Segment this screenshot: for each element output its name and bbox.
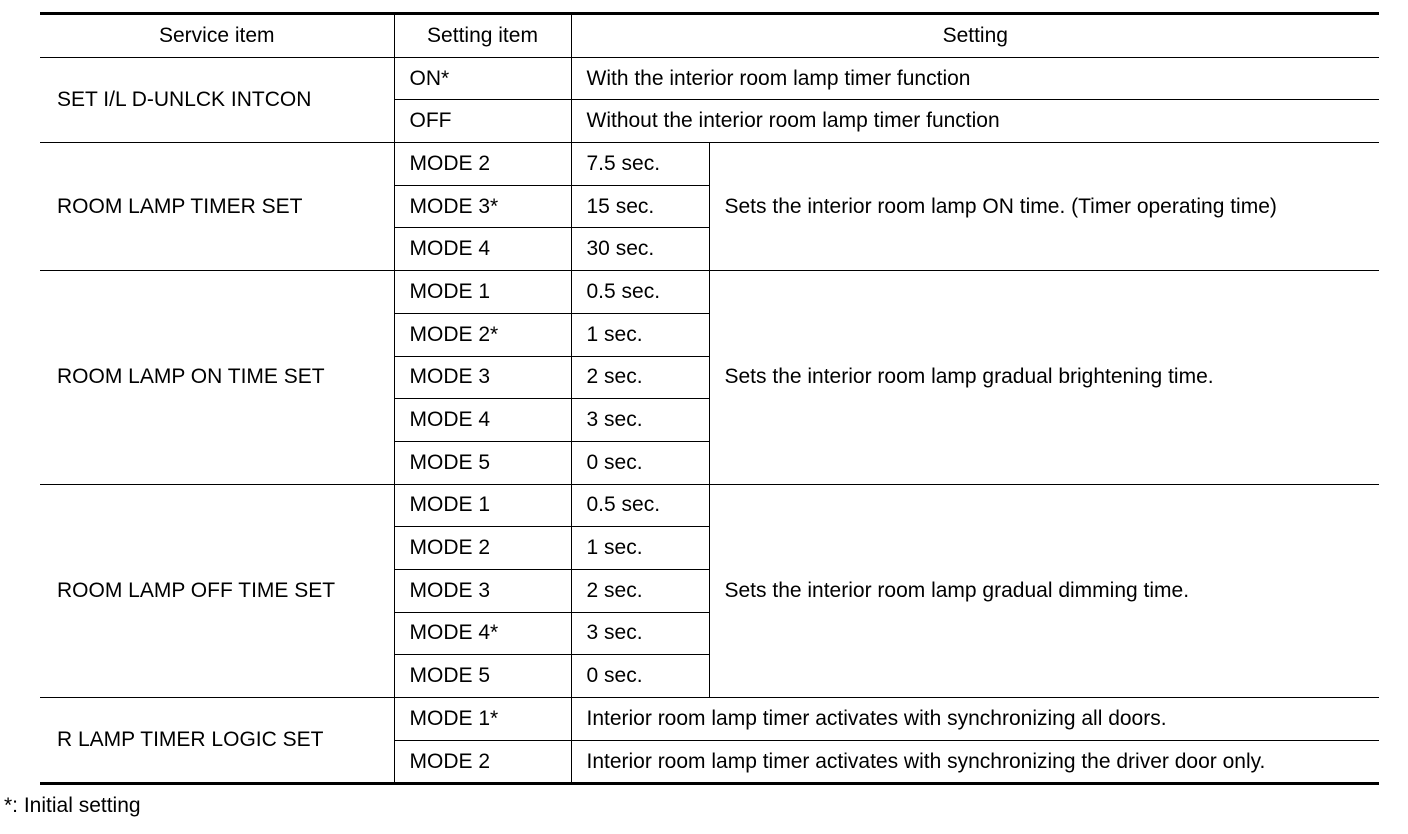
table-row — [40, 143, 1379, 186]
setting-item-cell: MODE 1 — [394, 484, 571, 527]
setting-value-cell: 1 sec. — [571, 313, 709, 356]
setting-value-cell: 0.5 sec. — [571, 484, 709, 527]
setting-item-cell: MODE 4 — [394, 228, 571, 271]
setting-value-cell: 0 sec. — [571, 655, 709, 698]
setting-item-cell: MODE 2 — [394, 527, 571, 570]
setting-item-cell: MODE 2 — [394, 143, 571, 186]
setting-value-cell: 2 sec. — [571, 569, 709, 612]
setting-item-cell: MODE 4* — [394, 612, 571, 655]
setting-item-cell: MODE 5 — [394, 441, 571, 484]
setting-item-cell: MODE 1 — [394, 271, 571, 314]
table-header-row — [40, 14, 1379, 58]
setting-description-cell: Sets the interior room lamp ON time. (Timer operating time) — [709, 143, 1379, 271]
table-row — [40, 57, 1379, 100]
setting-cell: Interior room lamp timer activates with synchronizing the driver door only. — [571, 740, 1379, 784]
table-row — [40, 484, 1379, 527]
setting-value-cell: 15 sec. — [571, 185, 709, 228]
setting-value-cell: 3 sec. — [571, 612, 709, 655]
setting-description-cell: Sets the interior room lamp gradual brightening time. — [709, 271, 1379, 484]
setting-value-cell: 0 sec. — [571, 441, 709, 484]
setting-item-cell: MODE 2 — [394, 740, 571, 784]
setting-value-cell: 1 sec. — [571, 527, 709, 570]
setting-item-cell: MODE 2* — [394, 313, 571, 356]
table-row — [40, 698, 1379, 741]
setting-item-cell: MODE 3* — [394, 185, 571, 228]
service-item-cell: ROOM LAMP OFF TIME SET — [40, 484, 394, 697]
setting-item-cell: MODE 4 — [394, 399, 571, 442]
setting-value-cell: 30 sec. — [571, 228, 709, 271]
setting-item-cell: MODE 5 — [394, 655, 571, 698]
service-item-cell: ROOM LAMP ON TIME SET — [40, 271, 394, 484]
service-item-cell: SET I/L D-UNLCK INTCON — [40, 57, 394, 142]
setting-cell: Without the interior room lamp timer function — [571, 100, 1379, 143]
setting-cell: With the interior room lamp timer function — [571, 57, 1379, 100]
setting-value-cell: 2 sec. — [571, 356, 709, 399]
service-settings-table — [40, 12, 1379, 785]
setting-item-cell: MODE 1* — [394, 698, 571, 741]
setting-value-cell: 7.5 sec. — [571, 143, 709, 186]
header-service-item: Service item — [40, 14, 394, 58]
setting-item-cell: ON* — [394, 57, 571, 100]
setting-value-cell: 0.5 sec. — [571, 271, 709, 314]
setting-item-cell: MODE 3 — [394, 356, 571, 399]
table-row — [40, 271, 1379, 314]
service-item-cell: ROOM LAMP TIMER SET — [40, 143, 394, 271]
setting-value-cell: 3 sec. — [571, 399, 709, 442]
header-setting: Setting — [571, 14, 1379, 58]
setting-item-cell: MODE 3 — [394, 569, 571, 612]
footnote-initial-setting: *: Initial setting — [4, 794, 141, 817]
setting-cell: Interior room lamp timer activates with synchronizing all doors. — [571, 698, 1379, 741]
setting-description-cell: Sets the interior room lamp gradual dimming time. — [709, 484, 1379, 697]
setting-item-cell: OFF — [394, 100, 571, 143]
service-item-cell: R LAMP TIMER LOGIC SET — [40, 698, 394, 784]
header-setting-item: Setting item — [394, 14, 571, 58]
